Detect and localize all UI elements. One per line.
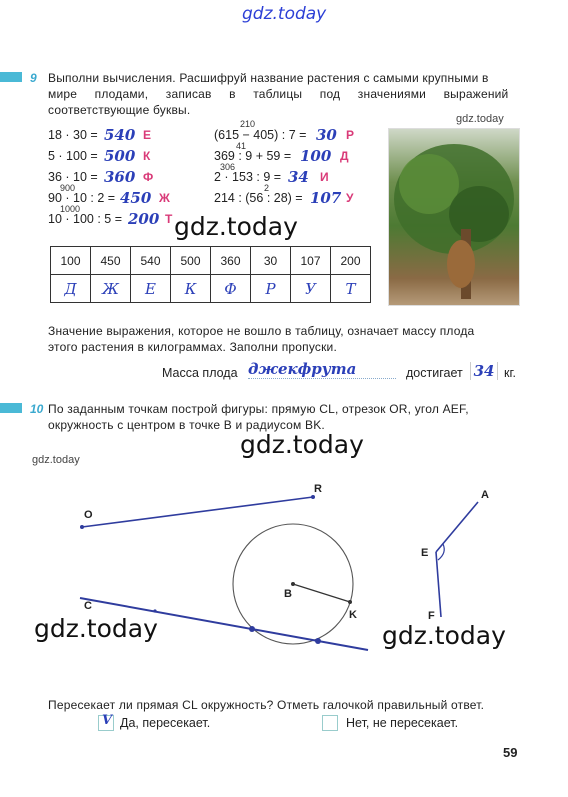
table-cell: 107	[291, 247, 331, 275]
answer-letter: Р	[346, 128, 355, 142]
yes-checkbox[interactable]	[98, 715, 114, 731]
table-cell: 30	[251, 247, 291, 275]
expr-row: 18 · 30 =	[48, 128, 98, 142]
expr-row: 10 · 100 : 5 =	[48, 212, 123, 226]
answer-field[interactable]: 34	[288, 168, 309, 186]
answer-field[interactable]: 30	[316, 126, 337, 144]
helper-note: 210	[240, 119, 256, 129]
letter-cell[interactable]: Д	[51, 275, 91, 303]
table-cell: 200	[331, 247, 371, 275]
intersection-point	[249, 626, 255, 632]
label-C: C	[84, 600, 92, 612]
table-cell: 500	[171, 247, 211, 275]
no-checkbox[interactable]	[322, 715, 338, 731]
watermark: gdz.today	[174, 212, 298, 241]
fruit-name-field[interactable]: джекфрута	[248, 360, 396, 379]
answer-letter: Е	[143, 128, 152, 142]
answer-field[interactable]: 500	[104, 147, 136, 165]
letter-cell[interactable]: К	[171, 275, 211, 303]
watermark-small: gdz.today	[456, 113, 504, 125]
helper-note: 900	[60, 183, 76, 193]
watermark: gdz.today	[34, 614, 158, 643]
mass-label: Масса плода	[162, 366, 238, 380]
watermark: gdz.today	[382, 621, 506, 650]
answer-letter: Ж	[159, 191, 170, 205]
table-cell: 450	[91, 247, 131, 275]
letter-cell[interactable]: У	[291, 275, 331, 303]
expr-row: 2 · 153 : 9 =	[214, 170, 282, 184]
label-O: O	[84, 509, 93, 521]
watermark: gdz.today	[240, 430, 364, 459]
label-B: B	[284, 588, 292, 600]
answer-field[interactable]: 360	[104, 168, 136, 186]
label-A: A	[481, 489, 489, 501]
answer-letter: Т	[165, 212, 173, 226]
letter-cell[interactable]: Т	[331, 275, 371, 303]
no-label: Нет, не пересекает.	[346, 716, 459, 730]
answer-letter: Ф	[143, 170, 154, 184]
answer-field[interactable]: 450	[120, 189, 152, 207]
point-B	[291, 582, 295, 586]
expr-row: 36 · 10 =	[48, 170, 98, 184]
helper-note: 1000	[60, 204, 81, 214]
label-F: F	[428, 610, 435, 622]
label-R: R	[314, 483, 322, 495]
answer-field[interactable]: 540	[104, 126, 136, 144]
expr-row: 90 · 10 : 2 =	[48, 191, 116, 205]
segment-OR	[82, 497, 313, 527]
point-L	[153, 609, 156, 612]
answer-letter: И	[320, 170, 329, 184]
mass-value-field[interactable]: 34	[470, 362, 498, 380]
table-cell: 100	[51, 247, 91, 275]
ray-EA	[436, 502, 478, 552]
helper-note: 41	[236, 141, 247, 151]
mass-mid-label: достигает	[406, 366, 463, 380]
point-R	[311, 495, 315, 499]
intersection-point	[315, 638, 321, 644]
question-text: Пересекает ли прямая CL окружность? Отметь галочкой правильный ответ.	[48, 698, 485, 712]
expr-row: 214 : (56 : 28) =	[214, 191, 303, 205]
answer-field[interactable]: 107	[310, 189, 342, 207]
task-number: 9	[30, 71, 37, 85]
watermark-small: gdz.today	[32, 454, 80, 466]
letter-cell[interactable]: Ж	[91, 275, 131, 303]
task-number: 10	[30, 402, 44, 416]
yes-label: Да, пересекает.	[120, 716, 211, 730]
label-E: E	[421, 547, 429, 559]
expr-row: 369 : 9 + 59 =	[214, 149, 292, 163]
expr-row: 5 · 100 =	[48, 149, 98, 163]
mass-unit: кг.	[504, 366, 516, 380]
table-cell: 360	[211, 247, 251, 275]
answer-letter: Д	[340, 149, 349, 163]
helper-note: 306	[220, 162, 236, 172]
answer-field[interactable]: 100	[300, 147, 332, 165]
answer-letter: К	[143, 149, 151, 163]
page-number: 59	[503, 745, 518, 760]
point-K	[348, 600, 352, 604]
answer-field[interactable]: 200	[128, 210, 160, 228]
check-mark: V	[102, 713, 113, 728]
letter-cell[interactable]: Ф	[211, 275, 251, 303]
watermark-top: gdz.today	[242, 4, 327, 24]
task-text: Выполни вычисления. Расшифруй название растения с самыми крупными в мире плодами, записав в таблицы под значениями выражений соответствующие буквы.	[48, 71, 509, 117]
table-cell: 540	[131, 247, 171, 275]
radius-BK	[293, 584, 350, 602]
ray-EF	[436, 552, 441, 617]
letter-cell[interactable]: Е	[131, 275, 171, 303]
label-K: K	[349, 609, 357, 621]
letter-cell[interactable]: Р	[251, 275, 291, 303]
answer-letter: У	[346, 191, 354, 205]
expr-row: (615 − 405) : 7 =	[214, 128, 307, 142]
helper-note: 2	[264, 183, 270, 193]
point-O	[80, 525, 84, 529]
followup-text: Значение выражения, которое не вошло в таблицу, означает массу плода этого растения в килограммах. Заполни пропуски.	[48, 324, 475, 354]
task-text: По заданным точкам построй фигуры: прямую CL, отрезок OR, угол AEF, окружность с центром в точке B и радиусом BK.	[48, 402, 469, 432]
